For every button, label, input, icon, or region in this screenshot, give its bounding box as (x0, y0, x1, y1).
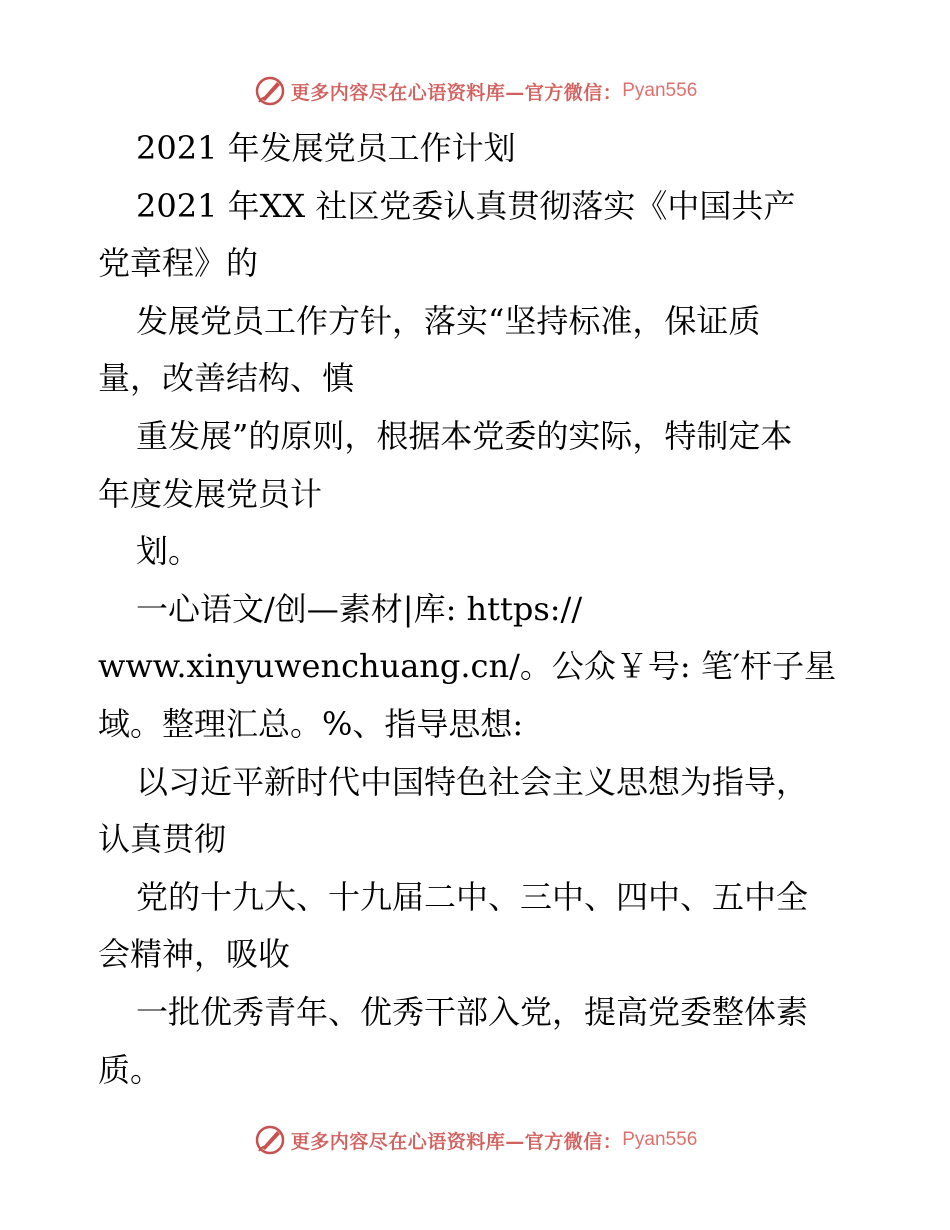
text-line: 发展党员工作方针，落实“坚持标准，保证质 (136, 301, 761, 340)
text-line: 会精神，吸收 (98, 935, 291, 974)
text-line: 一心语文/创—素材|库: https:// (136, 589, 583, 628)
quill-logo-icon (253, 74, 287, 108)
text-line: 域。整理汇总。%、指导思想: (98, 704, 524, 743)
text-line: www.xinyuwenchuang.cn/。公众￥号: 笔′杆子星 (98, 647, 837, 686)
text-line: 年度发展党员计 (98, 474, 323, 513)
text-line: 2021 年发展党员工作计划 (136, 129, 516, 167)
text-line: 一批优秀青年、优秀干部入党，提高党委整体素 (136, 992, 809, 1031)
text-line: 量，改善结构、慎 (98, 359, 355, 398)
text-line: 党的十九大、十九届二中、三中、四中、五中全 (136, 877, 809, 916)
text-line: 以习近平新时代中国特色社会主义思想为指导， (136, 762, 809, 801)
header-wechat-handle: Pyan556 (622, 80, 698, 101)
footer-banner (0, 1120, 950, 1160)
text-line: 认真贯彻 (98, 820, 227, 859)
text-line: 2021 年XX 社区党委认真贯彻落实《中国共产 (136, 186, 796, 225)
text-line: 重发展”的原则，根据本党委的实际，特制定本 (136, 416, 793, 455)
text-line: 党章程》的 (98, 244, 259, 283)
text-line: 质。 (98, 1050, 163, 1089)
footer-banner-text: 更多内容尽在心语资料库—官方微信： (290, 1130, 623, 1153)
header-banner-text: 更多内容尽在心语资料库—官方微信： (290, 81, 623, 104)
text-line: 划。 (136, 532, 201, 571)
quill-logo-icon (253, 1123, 287, 1157)
document-body (98, 120, 888, 1099)
header-banner (0, 71, 950, 111)
footer-wechat-handle: Pyan556 (622, 1129, 698, 1150)
